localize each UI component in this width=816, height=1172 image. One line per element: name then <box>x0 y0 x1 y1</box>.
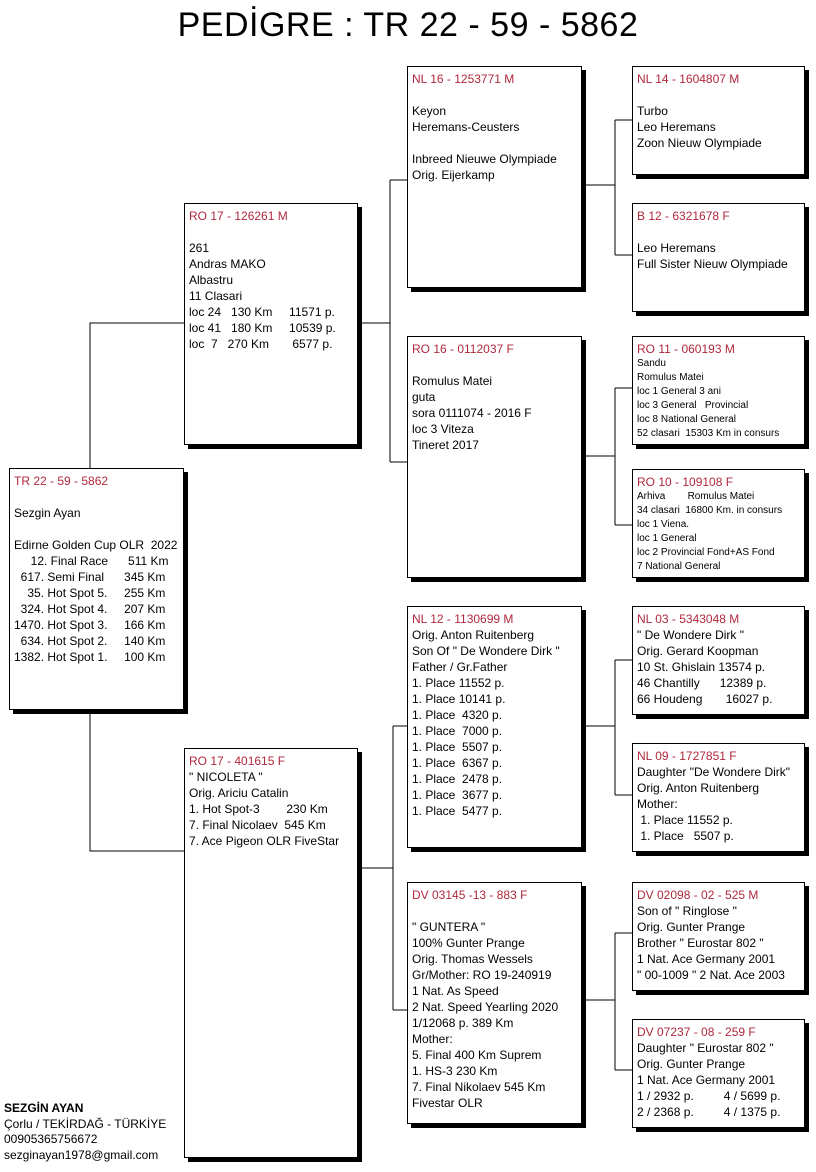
ssd-line: Leo Heremans <box>637 241 716 255</box>
owner-location: Çorlu / TEKİRDAĞ - TÜRKİYE <box>4 1116 167 1131</box>
dam-dam-line: 7. Final Nikolaev 545 Km <box>412 1080 546 1094</box>
dam-sire-line: Orig. Anton Ruitenberg <box>412 628 535 642</box>
dds-line: Brother " Eurostar 802 " <box>637 936 764 950</box>
dsd-ring-number: NL 09 - 1727851 F <box>637 749 737 763</box>
sdd-line: loc 1 Viena. <box>637 519 690 530</box>
sire-dam-card <box>407 336 582 578</box>
sss-line <box>637 87 800 103</box>
dss-line: 46 Chantilly 12389 p. <box>637 676 767 690</box>
sire-line: Albastru <box>189 273 234 287</box>
dam-sire-line: 1. Place 2478 p. <box>412 772 503 786</box>
dam-sire-line: 1. Place 3677 p. <box>412 788 503 802</box>
dam-dam-line <box>412 903 577 919</box>
ddd-line: 1 / 2932 p. 4 / 5699 p. <box>637 1089 781 1103</box>
dam-sire-line: Son Of " De Wondere Dirk " <box>412 644 560 658</box>
dam-dam-sire-card <box>632 882 805 991</box>
dss-ring-number: NL 03 - 5343048 M <box>637 612 740 626</box>
dss-line: 10 St. Ghislain 13574 p. <box>637 660 766 674</box>
dam-dam-ring-number: DV 03145 -13 - 883 F <box>412 888 528 902</box>
dam-line: 1. Hot Spot-3 230 Km <box>189 802 328 816</box>
sire-sire-ring-number: NL 16 - 1253771 M <box>412 72 515 86</box>
dam-sire-line: 1. Place 7000 p. <box>412 724 503 738</box>
dam-line: Orig. Ariciu Catalin <box>189 786 289 800</box>
dam-dam-line: 2 Nat. Speed Yearling 2020 <box>412 1000 559 1014</box>
dds-line: Orig. Gunter Prange <box>637 920 746 934</box>
dam-dam-line: 1 Nat. As Speed <box>412 984 499 998</box>
owner-email: sezginayan1978@gmail.com <box>4 1147 159 1162</box>
dam-sire-line: 1. Place 11552 p. <box>412 676 505 690</box>
subject-line: 324. Hot Spot 4. 207 Km <box>14 602 166 616</box>
subject-line: Sezgin Ayan <box>14 506 81 520</box>
dam-dam-line: 1/12068 p. 389 Km <box>412 1016 514 1030</box>
ddd-line: Daughter " Eurostar 802 " <box>637 1041 774 1055</box>
dam-card <box>184 748 358 1158</box>
sire-sire-sire-card <box>632 66 805 175</box>
sire-dam-dam-card <box>632 469 805 578</box>
sire-dam-line: sora 0111074 - 2016 F <box>412 406 532 420</box>
dam-sire-line: 1. Place 10141 p. <box>412 692 506 706</box>
subject-ring-number: TR 22 - 59 - 5862 <box>14 474 109 488</box>
dam-sire-line: 1. Place 4320 p. <box>412 708 503 722</box>
sdd-line: Arhiva Romulus Matei <box>637 491 755 502</box>
sire-line: 261 <box>189 241 210 255</box>
dam-line: 7. Final Nicolaev 545 Km <box>189 818 326 832</box>
sds-line: loc 1 General 3 ani <box>637 386 721 397</box>
ssd-line <box>637 224 800 240</box>
sds-line: Romulus Matei <box>637 372 704 383</box>
sire-dam-line: Romulus Matei <box>412 374 493 388</box>
sire-dam-line: guta <box>412 390 436 404</box>
sire-sire-dam-card <box>632 203 805 312</box>
dam-dam-line: Gr/Mother: RO 19-240919 <box>412 968 552 982</box>
subject-line <box>14 489 179 505</box>
dds-line: Son of " Ringlose " <box>637 904 737 918</box>
sire-ring-number: RO 17 - 126261 M <box>189 209 288 223</box>
dss-line: " De Wondere Dirk " <box>637 628 744 642</box>
dam-sire-ring-number: NL 12 - 1130699 M <box>412 612 514 626</box>
ddd-line: Orig. Gunter Prange <box>637 1057 746 1071</box>
subject-line <box>14 521 179 537</box>
dam-dam-line: 1. HS-3 230 Km <box>412 1064 498 1078</box>
sss-line: Turbo <box>637 104 668 118</box>
sire-dam-line <box>412 357 577 373</box>
dam-line: 7. Ace Pigeon OLR FiveStar <box>189 834 340 848</box>
owner-phone: 00905365756672 <box>4 1132 98 1146</box>
sds-line: Sandu <box>637 358 666 369</box>
sdd-line: loc 1 General <box>637 533 697 544</box>
sire-dam-line: Tineret 2017 <box>412 438 479 452</box>
sdd-line: loc 2 Provincial Fond+AS Fond <box>637 547 775 558</box>
sire-line: 11 Clasari <box>189 289 243 303</box>
dam-sire-line: 1. Place 6367 p. <box>412 756 503 770</box>
dam-ring-number: RO 17 - 401615 F <box>189 754 286 768</box>
sire-sire-line <box>412 87 577 103</box>
dam-dam-line: Fivestar OLR <box>412 1096 483 1110</box>
sire-line <box>189 224 353 240</box>
sss-line: Leo Heremans <box>637 120 716 134</box>
dam-sire-card <box>407 606 582 848</box>
sire-sire-line <box>412 135 577 151</box>
dsd-line: Mother: <box>637 797 678 811</box>
dsd-line: Orig. Anton Ruitenberg <box>637 781 760 795</box>
ddd-line: 2 / 2368 p. 4 / 1375 p. <box>637 1105 781 1119</box>
dam-sire-dam-card <box>632 743 805 852</box>
dss-line: Orig. Gerard Koopman <box>637 644 759 658</box>
subject-line: 1382. Hot Spot 1. 100 Km <box>14 650 166 664</box>
subject-line: 634. Hot Spot 2. 140 Km <box>14 634 166 648</box>
sire-line: loc 7 270 Km 6577 p. <box>189 337 333 351</box>
dam-sire-line: 1. Place 5507 p. <box>412 740 503 754</box>
dam-dam-line: Orig. Thomas Wessels <box>412 952 533 966</box>
dam-sire-line: 1. Place 5477 p. <box>412 804 503 818</box>
sire-line: Andras MAKO <box>189 257 266 271</box>
sds-line: loc 3 General Provincial <box>637 400 749 411</box>
dsd-line: 1. Place 5507 p. <box>637 829 734 843</box>
sire-line: loc 24 130 Km 11571 p. <box>189 305 335 319</box>
sire-sire-line: Inbreed Nieuwe Olympiade <box>412 152 557 166</box>
dds-line: " 00-1009 " 2 Nat. Ace 2003 <box>637 968 785 982</box>
dam-sire-sire-card <box>632 606 805 715</box>
sdd-line: 7 National General <box>637 561 721 572</box>
sire-dam-sire-card <box>632 336 805 445</box>
dam-dam-line: 100% Gunter Prange <box>412 936 525 950</box>
page-title: PEDİGRE : TR 22 - 59 - 5862 <box>177 6 639 44</box>
ddd-line: 1 Nat. Ace Germany 2001 <box>637 1073 776 1087</box>
sire-sire-line: Heremans-Ceusters <box>412 120 520 134</box>
sss-ring-number: NL 14 - 1604807 M <box>637 72 740 86</box>
dam-dam-dam-card <box>632 1019 805 1128</box>
owner-contact <box>4 1101 166 1163</box>
dss-line: 66 Houdeng 16027 p. <box>637 692 773 706</box>
subject-pigeon-card <box>9 468 184 710</box>
dam-dam-line: 5. Final 400 Km Suprem <box>412 1048 542 1062</box>
sire-dam-line: loc 3 Viteza <box>412 422 474 436</box>
sdd-line: 34 clasari 16800 Km. in consurs <box>637 505 783 516</box>
ddd-ring-number: DV 07237 - 08 - 259 F <box>637 1025 756 1039</box>
subject-line: 12. Final Race 511 Km <box>14 554 169 568</box>
subject-line: 35. Hot Spot 5. 255 Km <box>14 586 166 600</box>
dam-dam-line: Mother: <box>412 1032 453 1046</box>
dam-dam-line: " GUNTERA " <box>412 920 486 934</box>
dds-line: 1 Nat. Ace Germany 2001 <box>637 952 776 966</box>
sss-line: Zoon Nieuw Olympiade <box>637 136 762 150</box>
owner-name: SEZGİN AYAN <box>4 1101 84 1115</box>
sire-sire-line: Orig. Eijerkamp <box>412 168 495 182</box>
subject-line: 617. Semi Final 345 Km <box>14 570 166 584</box>
dam-line: " NICOLETA " <box>189 770 263 784</box>
dam-sire-line: Father / Gr.Father <box>412 660 508 674</box>
dds-ring-number: DV 02098 - 02 - 525 M <box>637 888 759 902</box>
sire-sire-line: Keyon <box>412 104 447 118</box>
dam-dam-card <box>407 882 582 1124</box>
sdd-ring-number: RO 10 - 109108 F <box>637 475 734 489</box>
sds-line: 52 clasari 15303 Km in consurs <box>637 428 780 439</box>
subject-line: Edirne Golden Cup OLR 2022 <box>14 538 178 552</box>
subject-line: 1470. Hot Spot 3. 166 Km <box>14 618 166 632</box>
dsd-line: 1. Place 11552 p. <box>637 813 733 827</box>
sire-sire-card <box>407 66 582 288</box>
sire-line: loc 41 180 Km 10539 p. <box>189 321 336 335</box>
sire-dam-ring-number: RO 16 - 0112037 F <box>412 342 514 356</box>
sds-line: loc 8 National General <box>637 414 736 425</box>
ssd-ring-number: B 12 - 6321678 F <box>637 209 730 223</box>
sire-card <box>184 203 358 445</box>
dsd-line: Daughter "De Wondere Dirk" <box>637 765 791 779</box>
ssd-line: Full Sister Nieuw Olympiade <box>637 257 788 271</box>
sds-ring-number: RO 11 - 060193 M <box>637 342 735 356</box>
